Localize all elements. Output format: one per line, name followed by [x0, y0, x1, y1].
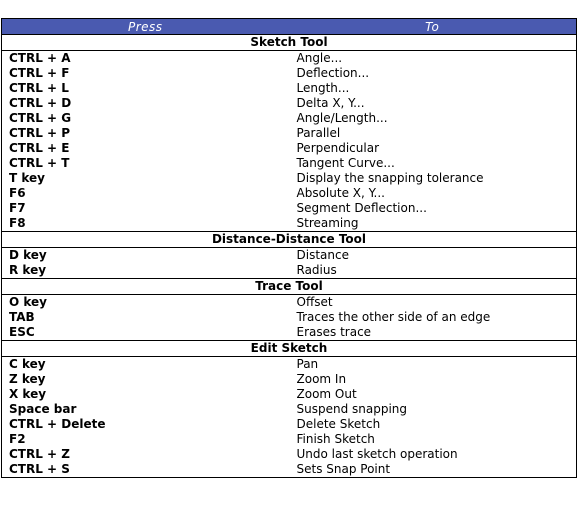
table-row — [2, 66, 577, 81]
header-press: Press — [2, 19, 289, 35]
shortcut-action: Offset — [296, 295, 333, 309]
shortcut-key: C key — [9, 357, 46, 371]
shortcut-key: T key — [9, 171, 45, 185]
header-row — [2, 19, 577, 35]
table-row — [2, 171, 577, 186]
section-header-row — [2, 341, 577, 357]
shortcut-action: Suspend snapping — [296, 402, 408, 416]
shortcut-key: CTRL + L — [9, 81, 69, 95]
shortcut-action: Radius — [296, 263, 337, 277]
section-title: Distance-Distance Tool — [2, 232, 577, 248]
shortcut-action: Distance — [296, 248, 349, 262]
shortcut-key: X key — [9, 387, 47, 401]
table-row — [2, 310, 577, 325]
table-row — [2, 51, 577, 67]
shortcut-key: F2 — [9, 432, 26, 446]
shortcut-action: Zoom In — [296, 372, 347, 386]
table-row — [2, 402, 577, 417]
shortcut-action: Erases trace — [296, 325, 372, 339]
table-row — [2, 357, 577, 373]
table-row — [2, 387, 577, 402]
shortcut-key: D key — [9, 248, 47, 262]
shortcut-action: Display the snapping tolerance — [296, 171, 484, 185]
shortcut-key: CTRL + G — [9, 111, 72, 125]
table-row — [2, 216, 577, 232]
table-row — [2, 263, 577, 279]
shortcut-key: F8 — [9, 216, 26, 230]
table-row — [2, 432, 577, 447]
shortcut-key: O key — [9, 295, 47, 309]
table-row — [2, 372, 577, 387]
shortcut-action: Deflection... — [296, 66, 370, 80]
shortcut-action: Parallel — [296, 126, 341, 140]
shortcut-action: Traces the other side of an edge — [296, 310, 491, 324]
shortcut-action: Sets Snap Point — [296, 462, 391, 476]
header-to: To — [289, 19, 577, 35]
shortcut-key: CTRL + A — [9, 51, 71, 65]
shortcut-key: Space bar — [9, 402, 77, 416]
table-row — [2, 126, 577, 141]
shortcut-key: CTRL + F — [9, 66, 70, 80]
shortcut-action: Pan — [296, 357, 319, 371]
shortcut-table-body — [2, 35, 577, 478]
table-row — [2, 462, 577, 478]
shortcut-action: Angle/Length... — [296, 111, 388, 125]
shortcut-action: Zoom Out — [296, 387, 357, 401]
shortcut-key: CTRL + P — [9, 126, 71, 140]
table-row — [2, 141, 577, 156]
table-row — [2, 295, 577, 311]
shortcut-key: Z key — [9, 372, 46, 386]
section-title: Trace Tool — [2, 279, 577, 295]
table-row — [2, 325, 577, 341]
section-title: Sketch Tool — [2, 35, 577, 51]
table-row — [2, 96, 577, 111]
shortcut-action: Length... — [296, 81, 350, 95]
shortcut-key: R key — [9, 263, 47, 277]
shortcut-key: F6 — [9, 186, 26, 200]
shortcut-key: CTRL + S — [9, 462, 70, 476]
shortcut-action: Undo last sketch operation — [296, 447, 458, 461]
shortcut-key: CTRL + Delete — [9, 417, 106, 431]
shortcut-action: Finish Sketch — [296, 432, 375, 446]
shortcut-action: Perpendicular — [296, 141, 380, 155]
shortcut-table — [1, 18, 577, 478]
shortcut-key: CTRL + E — [9, 141, 70, 155]
shortcut-action: Delete Sketch — [296, 417, 381, 431]
table-row — [2, 248, 577, 264]
shortcut-key: CTRL + Z — [9, 447, 70, 461]
shortcut-key: F7 — [9, 201, 26, 215]
shortcut-key: TAB — [9, 310, 35, 324]
table-row — [2, 81, 577, 96]
table-row — [2, 186, 577, 201]
section-title: Edit Sketch — [2, 341, 577, 357]
shortcut-action: Tangent Curve... — [296, 156, 395, 170]
shortcut-action: Delta X, Y... — [296, 96, 365, 110]
section-header-row — [2, 35, 577, 51]
shortcut-action: Streaming — [296, 216, 359, 230]
shortcut-action: Absolute X, Y... — [296, 186, 385, 200]
shortcut-key: CTRL + D — [9, 96, 72, 110]
table-row — [2, 447, 577, 462]
shortcut-key: CTRL + T — [9, 156, 70, 170]
table-row — [2, 417, 577, 432]
shortcut-action: Segment Deflection... — [296, 201, 427, 215]
section-header-row — [2, 232, 577, 248]
shortcut-action: Angle... — [296, 51, 343, 65]
shortcut-table-container — [1, 18, 576, 478]
table-row — [2, 156, 577, 171]
table-row — [2, 201, 577, 216]
section-header-row — [2, 279, 577, 295]
table-row — [2, 111, 577, 126]
shortcut-key: ESC — [9, 325, 35, 339]
